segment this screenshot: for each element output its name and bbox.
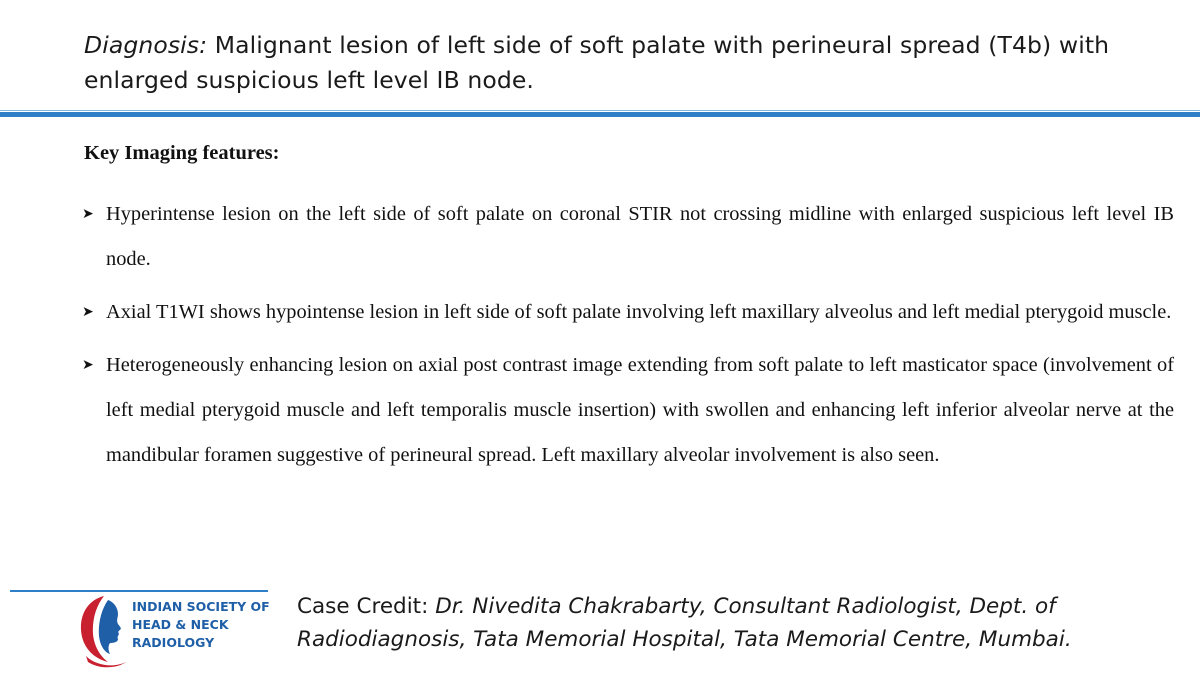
feature-item [80,343,1174,478]
logo-text [132,598,270,652]
diagnosis-label: Diagnosis: [84,31,208,59]
feature-list [80,192,1174,486]
feature-text: Heterogeneously enhancing lesion on axial post contrast image extending from soft palate to left masticator space (involvement of left medial pterygoid muscle and left temporalis muscle insertion) with swollen and enhancing left inferior alveolar nerve at the mandibular foramen suggestive of perineural spread. Left maxillary alveolar involvement is also seen. [106,354,1174,466]
head-profile-logo-icon [74,590,130,670]
feature-text: Hyperintense lesion on the left side of soft palate on coronal STIR not crossing midline with enlarged suspicious left level IB node. [106,203,1174,270]
section-heading: Key Imaging features: [84,142,280,164]
feature-text: Axial T1WI shows hypointense lesion in left side of soft palate involving left maxillary alveolus and left medial pterygoid muscle. [106,301,1172,323]
logo-line: HEAD & NECK [132,617,229,632]
diagnosis-text: Malignant lesion of left side of soft palate with perineural spread (T4b) with enlarged suspicious left level IB node. [84,31,1110,94]
diagnosis-title [84,28,1174,98]
arrow-bullet-icon: ➤ [82,358,94,373]
logo-line: RADIOLOGY [132,635,215,650]
header-divider-thin [0,110,1200,111]
arrow-bullet-icon: ➤ [82,207,94,222]
credit-text: Dr. Nivedita Chakrabarty, Consultant Radiologist, Dept. of Radiodiagnosis, Tata Memorial Hospital, Tata Memorial Centre, Mumbai. [297,594,1072,652]
credit-label: Case Credit: [297,594,429,619]
arrow-bullet-icon: ➤ [82,305,94,320]
logo-line: INDIAN SOCIETY OF [132,599,270,614]
society-logo [74,590,274,670]
header-divider [0,112,1200,117]
feature-item [80,192,1174,282]
feature-item [80,290,1174,335]
case-credit [297,590,1187,656]
